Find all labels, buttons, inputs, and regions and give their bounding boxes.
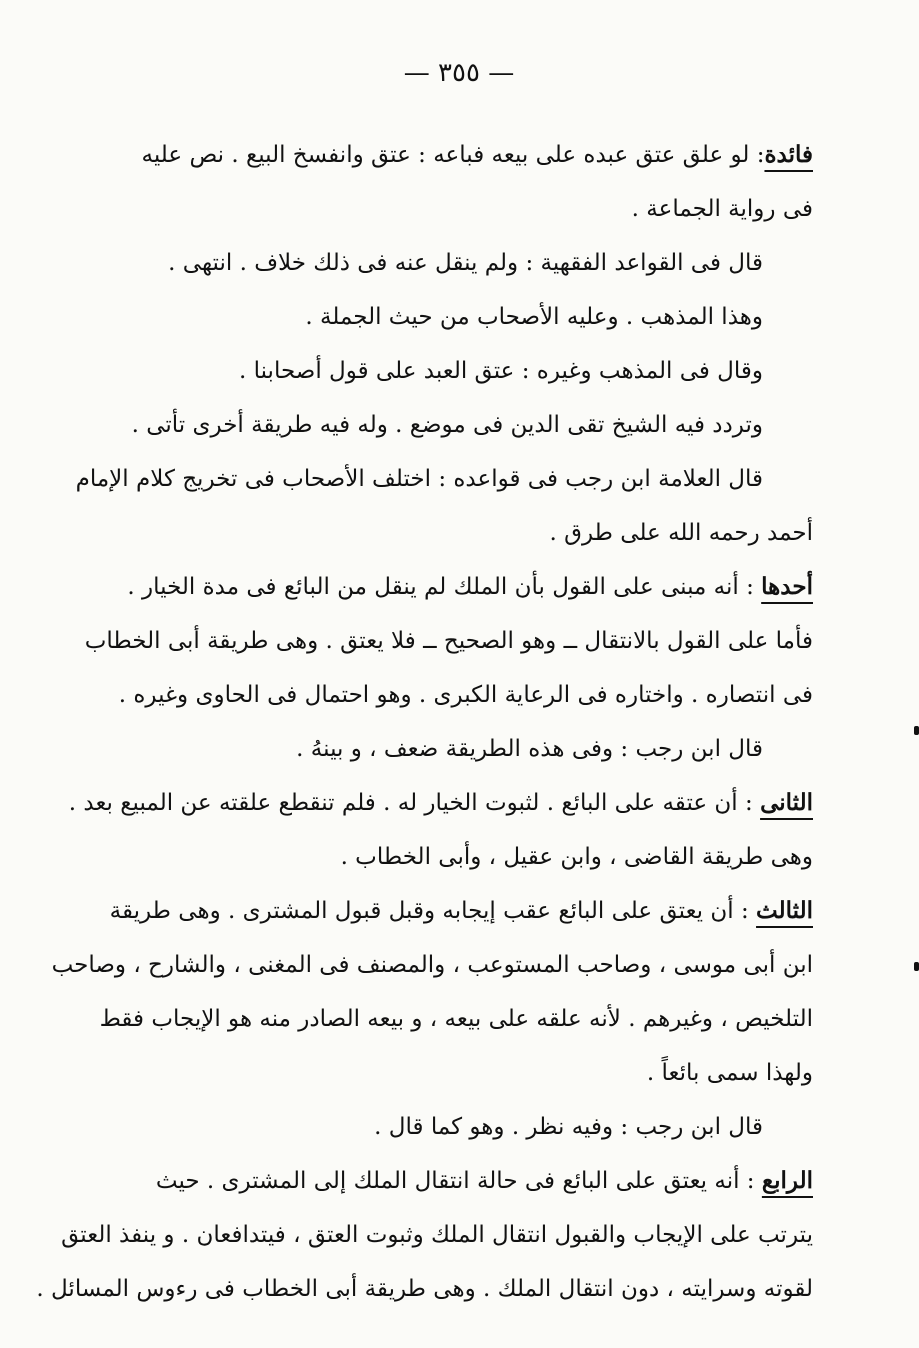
- text-line: : أن يعتق على البائع عقب إيجابه وقبل قبول المشترى . وهى طريقة: [109, 898, 757, 924]
- paragraph-thalith: [51, 884, 813, 1100]
- text-line: وهى طريقة القاضى ، وابن عقيل ، وأبى الخطاب .: [340, 844, 813, 870]
- text-line: : أنه يعتق على البائع فى حالة انتقال الملك إلى المشترى . حيث: [155, 1168, 762, 1194]
- text-line: وهذا المذهب . وعليه الأصحاب من حيث الجملة .: [305, 304, 763, 330]
- paragraph-heading: الثالث: [756, 897, 813, 924]
- paragraph-faida: [141, 128, 813, 236]
- text-line: وتردد فيه الشيخ تقى الدين فى موضع . وله فيه طريقة أخرى تأتى .: [131, 412, 763, 438]
- text-line: ولهذا سمى بائعاً .: [646, 1060, 813, 1086]
- paragraph-ibn-rajab: [75, 452, 813, 560]
- text-line: وقال فى المذهب وغيره : عتق العبد على قول أصحابنا .: [238, 358, 763, 384]
- text-line: : لو علق عتق عبده على بيعه فباعه : عتق وانفسخ البيع . نص عليه: [141, 142, 765, 168]
- paragraph-ahaduha: [84, 560, 813, 722]
- paragraph-heading: الرابع: [761, 1167, 813, 1194]
- paragraph-wa-qala: [158, 344, 813, 398]
- paragraph-ibn-rajab-3: [158, 1100, 813, 1154]
- margin-mark: [914, 962, 919, 971]
- paragraph-thani: [68, 776, 813, 884]
- paragraph-taraddud: [131, 398, 813, 452]
- text-line: قال ابن رجب : وفى هذه الطريقة ضعف ، و بينهُ .: [296, 736, 763, 762]
- paragraph-rabi: [36, 1154, 813, 1316]
- paragraph-heading: أحدها: [761, 573, 813, 600]
- paragraph-madhab: [158, 290, 813, 344]
- text-line: : أنه مبنى على القول بأن الملك لم ينقل من البائع فى مدة الخيار .: [127, 574, 762, 600]
- text-line: فى انتصاره . واختاره فى الرعاية الكبرى . وهو احتمال فى الحاوى وغيره .: [118, 682, 813, 708]
- paragraph-ibn-rajab-2: [158, 722, 813, 776]
- text-line: فى رواية الجماعة .: [631, 196, 813, 222]
- margin-mark: [914, 726, 919, 735]
- paragraph-qawaid: [158, 236, 813, 290]
- text-line: التلخيص ، وغيرهم . لأنه علقه على بيعه ، و بيعه الصادر منه هو الإيجاب فقط: [99, 1006, 813, 1032]
- text-line: لقوته وسرايته ، دون انتقال الملك . وهى طريقة أبى الخطاب فى رءوس المسائل .: [36, 1276, 813, 1302]
- text-line: ابن أبى موسى ، وصاحب المستوعب ، والمصنف فى المغنى ، والشارح ، وصاحب: [51, 952, 813, 978]
- body-text: [36, 128, 813, 1316]
- text-line: يترتب على الإيجاب والقبول انتقال الملك وثبوت العتق ، فيتدافعان . و ينفذ العتق: [61, 1222, 813, 1248]
- text-line: قال ابن رجب : وفيه نظر . وهو كما قال .: [374, 1114, 763, 1140]
- text-line: قال العلامة ابن رجب فى قواعده : اختلف الأصحاب فى تخريج كلام الإمام: [75, 466, 763, 492]
- page-number: — ٣٥٥ —: [403, 58, 515, 88]
- text-line: قال فى القواعد الفقهية : ولم ينقل عنه فى ذلك خلاف . انتهى .: [168, 250, 763, 276]
- paragraph-heading: فائدة: [764, 141, 813, 168]
- text-line: فأما على القول بالانتقال ــ وهو الصحيح ــ فلا يعتق . وهى طريقة أبى الخطاب: [84, 628, 813, 654]
- paragraph-heading: الثانى: [760, 789, 813, 816]
- text-line: : أن عتقه على البائع . لثبوت الخيار له . فلم تنقطع علقته عن المبيع بعد .: [68, 790, 761, 816]
- text-line: أحمد رحمه الله على طرق .: [549, 520, 813, 546]
